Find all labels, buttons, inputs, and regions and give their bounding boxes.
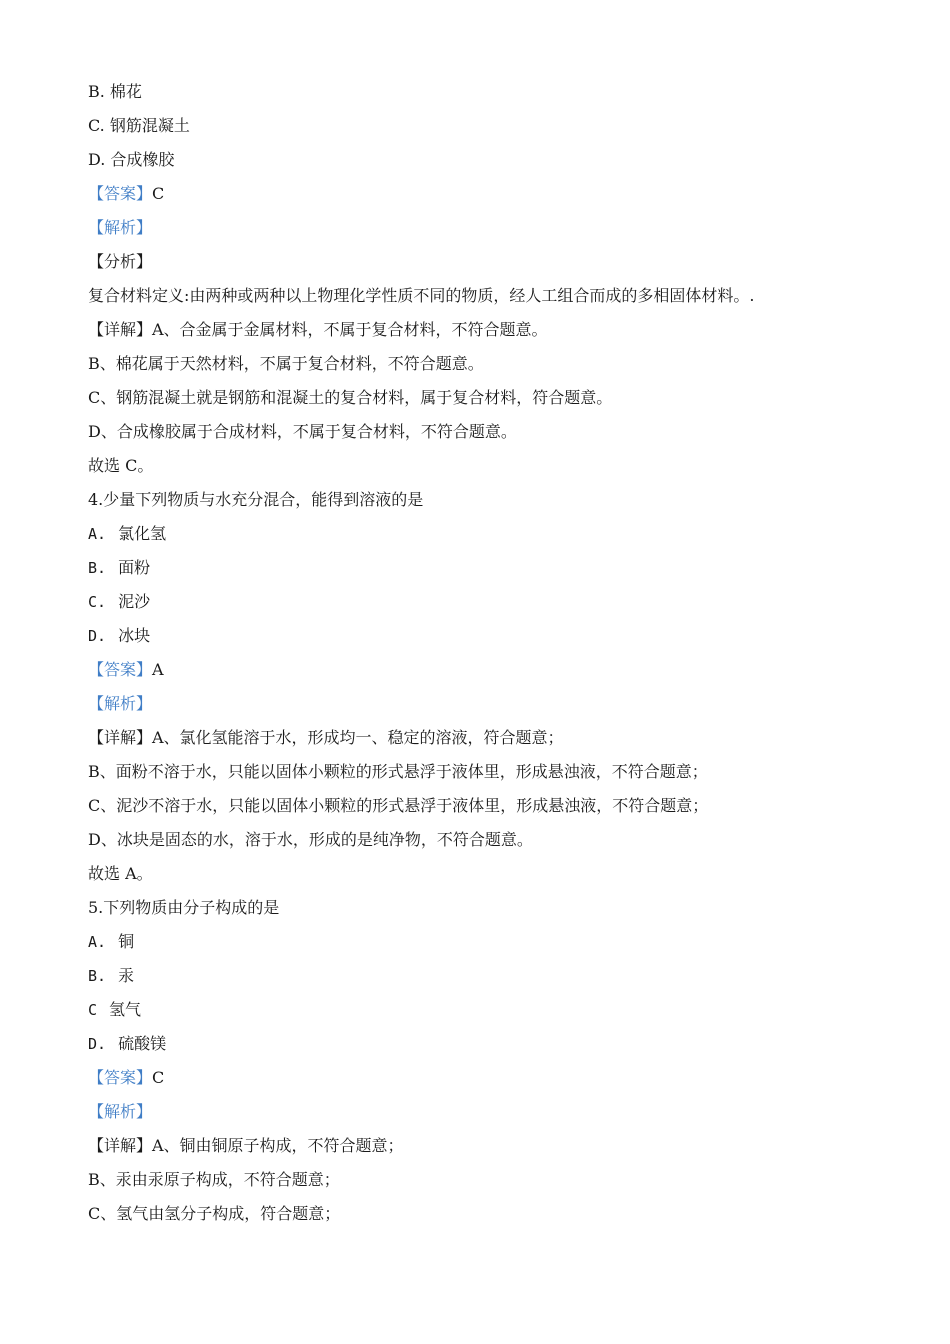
option-line: D. 合成橡胶	[88, 150, 175, 169]
answer-label: 【答案】	[88, 660, 153, 679]
analysis-heading: 【解析】	[88, 218, 153, 237]
option-text: 面粉	[118, 558, 151, 577]
option-letter: B.	[88, 559, 107, 577]
option-text: 泥沙	[118, 592, 151, 611]
analysis-heading: 【解析】	[88, 694, 153, 713]
option-line	[88, 1029, 888, 1063]
text-line: D、冰块是固态的水，溶于水，形成的是纯净物，不符合题意。	[88, 830, 533, 849]
text-line: 【详解】A、合金属于金属材料，不属于复合材料，不符合题意。	[88, 320, 548, 339]
answer-label: 【答案】	[88, 184, 153, 203]
option-letter: C	[88, 1001, 98, 1019]
text-line: 【分析】	[88, 252, 153, 271]
text-line: C、钢筋混凝土就是钢筋和混凝土的复合材料，属于复合材料，符合题意。	[88, 388, 613, 407]
text-line: B、面粉不溶于水，只能以固体小颗粒的形式悬浮于液体里，形成悬浊液，不符合题意；	[88, 762, 708, 781]
option-text: 氯化氢	[118, 524, 167, 543]
option-line	[88, 553, 888, 587]
option-text: 硫酸镁	[118, 1034, 167, 1053]
option-text: 铜	[118, 932, 135, 951]
analysis-heading: 【解析】	[88, 1102, 153, 1121]
question-line: 4.少量下列物质与水充分混合，能得到溶液的是	[88, 490, 424, 509]
option-letter: A.	[88, 933, 107, 951]
text-line: 故选 C。	[88, 456, 154, 475]
option-line	[88, 587, 888, 621]
option-letter: D.	[88, 627, 107, 645]
text-line: B、棉花属于天然材料，不属于复合材料，不符合题意。	[88, 354, 484, 373]
answer-value: C	[152, 1068, 165, 1087]
answer-line	[88, 655, 888, 689]
text-line: 【详解】A、氯化氢能溶于水，形成均一、稳定的溶液，符合题意；	[88, 728, 564, 747]
text-line: 复合材料定义:由两种或两种以上物理化学性质不同的物质，经人工组合而成的多相固体材料。.	[88, 286, 755, 305]
option-line: C. 钢筋混凝土	[88, 116, 190, 135]
option-letter: D.	[88, 1035, 107, 1053]
answer-value: C	[152, 184, 165, 203]
option-line	[88, 995, 888, 1029]
answer-line	[88, 179, 888, 213]
option-line	[88, 927, 888, 961]
text-line: 故选 A。	[88, 864, 153, 883]
option-line	[88, 961, 888, 995]
option-letter: B.	[88, 967, 107, 985]
text-line: 【详解】A、铜由铜原子构成，不符合题意；	[88, 1136, 404, 1155]
option-text: 氢气	[109, 1000, 142, 1019]
document-page	[88, 77, 888, 1233]
text-line: D、合成橡胶属于合成材料，不属于复合材料，不符合题意。	[88, 422, 517, 441]
answer-value: A	[152, 660, 164, 679]
question-line: 5.下列物质由分子构成的是	[88, 898, 280, 917]
option-letter: A.	[88, 525, 107, 543]
text-line: B、汞由汞原子构成，不符合题意；	[88, 1170, 340, 1189]
text-line: C、氢气由氢分子构成，符合题意；	[88, 1204, 341, 1223]
option-line	[88, 621, 888, 655]
option-text: 冰块	[118, 626, 151, 645]
option-line	[88, 519, 888, 553]
text-line: C、泥沙不溶于水，只能以固体小颗粒的形式悬浮于液体里，形成悬浊液，不符合题意；	[88, 796, 709, 815]
option-letter: C.	[88, 593, 107, 611]
option-line: B. 棉花	[88, 82, 142, 101]
answer-line	[88, 1063, 888, 1097]
option-text: 汞	[118, 966, 135, 985]
answer-label: 【答案】	[88, 1068, 153, 1087]
